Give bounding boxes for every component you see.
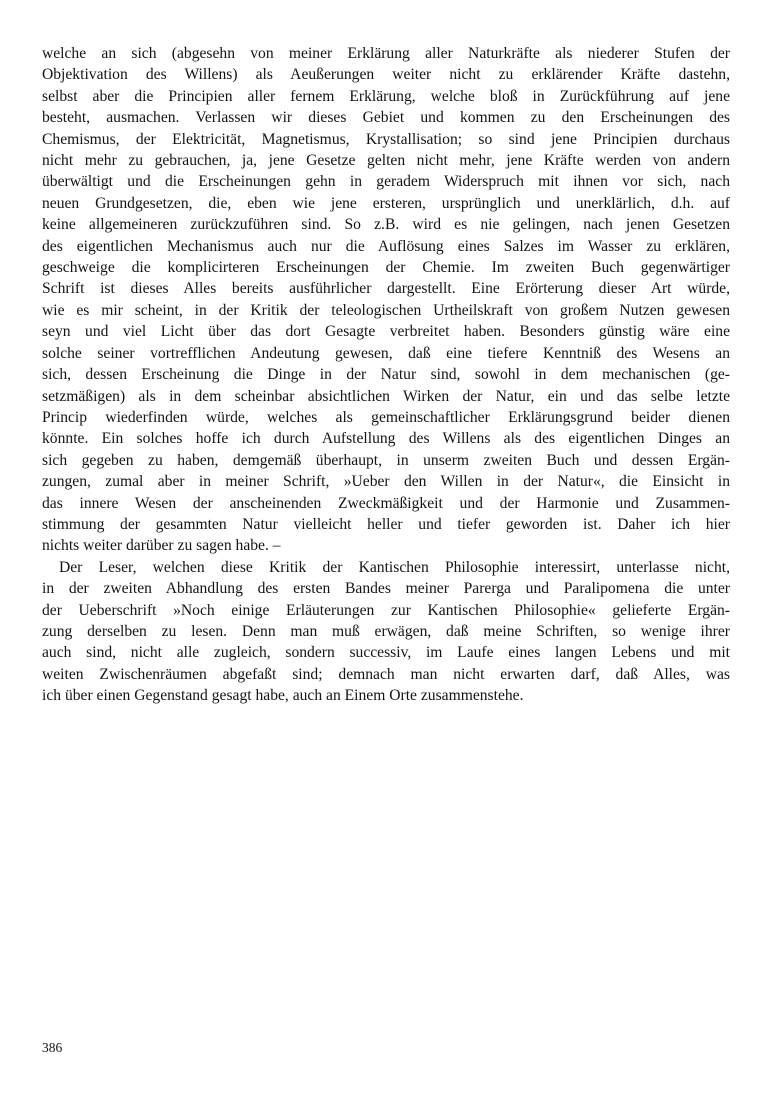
text-line: sich, dessen Erscheinung die Dinge in der Natur sind, sowohl in dem mechanischen (ge- bbox=[42, 366, 730, 384]
text-line: zungen, zumal aber in meiner Schrift, »Ueber den Willen in der Natur«, die Einsicht in bbox=[42, 473, 730, 491]
text-line: geschweige die komplicirteren Erscheinungen der Chemie. Im zweiten Buch gegenwärtiger bbox=[42, 259, 730, 277]
text-line: selbst aber die Principien aller fernem Erklärung, welche bloß in Zurückführung auf jene bbox=[42, 87, 730, 105]
text-line: besteht, ausmachen. Verlassen wir dieses Gebiet und kommen zu den Erscheinungen des bbox=[42, 109, 730, 127]
paragraph bbox=[42, 43, 730, 557]
paragraph bbox=[42, 557, 730, 707]
page-number: 386 bbox=[42, 1040, 63, 1055]
text-line: wie es mir scheint, in der Kritik der teleologischen Urtheilskraft von großem Nutzen gewesen bbox=[42, 301, 730, 319]
text-line: sich gegeben zu haben, demgemäß überhaupt, in unserm zweiten Buch und dessen Ergän- bbox=[42, 451, 730, 469]
text-line: setzmäßigen) als in dem scheinbar absichtlichen Wirken der Natur, ein und das selbe letzte bbox=[42, 387, 730, 405]
text-line: welche an sich (abgesehn von meiner Erklärung aller Naturkräfte als niederer Stufen der bbox=[42, 45, 730, 62]
body-text bbox=[42, 43, 730, 707]
text-line: seyn und viel Licht über das dort Gesagte verbreitet haben. Besonders günstig wäre eine bbox=[42, 323, 730, 341]
text-line: könnte. Ein solches hoffe ich durch Aufstellung des Willens als des eigentlichen Dinges an bbox=[42, 430, 730, 448]
text-line: keine allgemeineren zurückzuführen sind. So z.B. wird es nie gelingen, nach jenen Gesetzen bbox=[42, 216, 730, 234]
text-line: Chemismus, der Elektricität, Magnetismus, Krystallisation; so sind jene Principien durchaus bbox=[42, 130, 730, 148]
text-line: zung derselben zu lesen. Denn man muß erwägen, daß meine Schriften, so wenige ihrer bbox=[42, 622, 730, 640]
text-line: stimmung der gesammten Natur vielleicht heller und tiefer geworden ist. Daher ich hier bbox=[42, 515, 730, 533]
text-line: der Ueberschrift »Noch einige Erläuterungen zur Kantischen Philosophie« gelieferte Ergän- bbox=[42, 601, 730, 619]
text-line: nichts weiter darüber zu sagen habe. – bbox=[42, 537, 281, 555]
text-line: das innere Wesen der anscheinenden Zweckmäßigkeit und der Harmonie und Zusammen- bbox=[42, 494, 730, 512]
text-line: Der Leser, welchen diese Kritik der Kantischen Philosophie interessirt, unterlasse nicht, bbox=[59, 558, 730, 576]
text-line: nicht mehr zu gebrauchen, ja, jene Gesetze gelten nicht mehr, jene Kräfte werden von andern bbox=[42, 152, 730, 170]
text-line: Schrift ist dieses Alles bereits ausführlicher dargestellt. Eine Erörterung dieser Art würde, bbox=[42, 280, 730, 298]
text-line: neuen Grundgesetzen, die, eben wie jene ersteren, ursprünglich und unerklärlich, d.h. auf bbox=[42, 194, 730, 212]
text-line: des eigentlichen Mechanismus auch nur die Auflösung eines Salzes im Wasser zu erklären, bbox=[42, 237, 730, 255]
text-line: auch sind, nicht alle zugleich, sondern successiv, im Laufe eines langen Lebens und mit bbox=[42, 644, 730, 662]
text-line: überwältigt und die Erscheinungen gehn in geradem Widerspruch mit ihnen vor sich, nach bbox=[42, 173, 730, 191]
text-line: in der zweiten Abhandlung des ersten Bandes meiner Parerga und Paralipomena die unter bbox=[42, 580, 730, 598]
text-line: Objektivation des Willens) als Aeußerungen weiter nicht zu erklärender Kräfte dastehn, bbox=[42, 66, 730, 84]
text-line: Princip wiederfinden würde, welches als gemeinschaftlicher Erklärungsgrund beider dienen bbox=[42, 408, 730, 426]
text-line: weiten Zwischenräumen abgefaßt sind; demnach man nicht erwarten darf, daß Alles, was bbox=[42, 665, 730, 683]
text-line: ich über einen Gegenstand gesagt habe, auch an Einem Orte zusammenstehe. bbox=[42, 687, 524, 705]
text-line: solche seiner vortrefflichen Andeutung gewesen, daß eine tiefere Kenntniß des Wesens an bbox=[42, 344, 730, 362]
